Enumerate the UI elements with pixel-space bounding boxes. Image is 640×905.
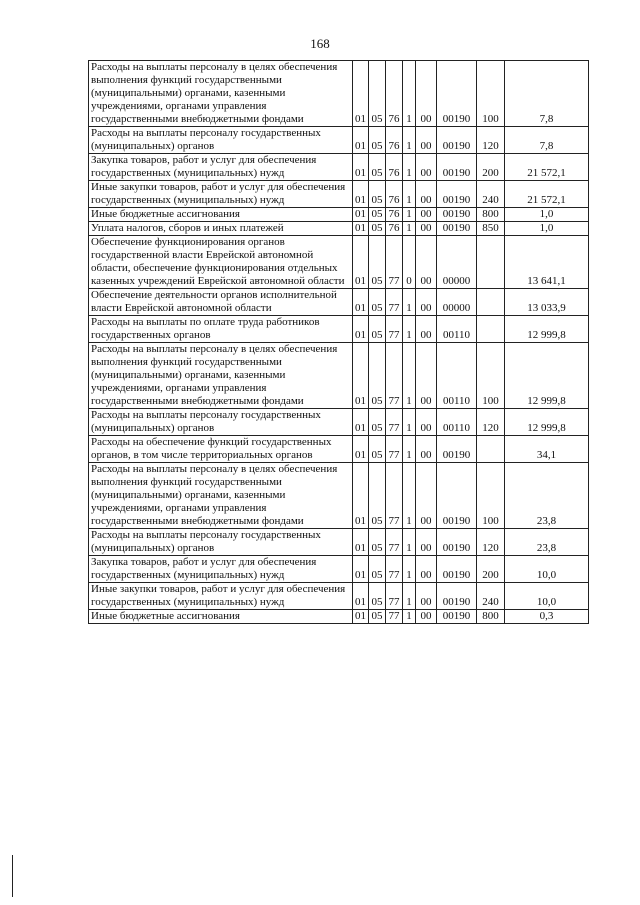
scan-edge-line bbox=[12, 855, 13, 897]
section-code: 01 bbox=[353, 61, 369, 127]
program-code: 77 bbox=[386, 236, 403, 289]
program-code: 76 bbox=[386, 61, 403, 127]
row-name: Закупка товаров, работ и услуг для обеспечения государственных (муниципальных) нужд bbox=[89, 556, 353, 583]
amount: 1,0 bbox=[505, 222, 589, 236]
subprogram-code: 1 bbox=[403, 556, 416, 583]
subsection-code: 05 bbox=[369, 154, 386, 181]
row-name: Обеспечение функционирования органов государственной власти Еврейской автономной области, обеспечение функционирования отдельных казенных учреждений Еврейской автономной области bbox=[89, 236, 353, 289]
section-code: 01 bbox=[353, 529, 369, 556]
row-name: Обеспечение деятельности органов исполнительной власти Еврейской автономной области bbox=[89, 289, 353, 316]
expense-type-code bbox=[477, 436, 505, 463]
direction-code: 00190 bbox=[437, 154, 477, 181]
amount: 7,8 bbox=[505, 61, 589, 127]
direction-code: 00190 bbox=[437, 583, 477, 610]
activity-code: 00 bbox=[416, 556, 437, 583]
program-code: 76 bbox=[386, 127, 403, 154]
activity-code: 00 bbox=[416, 236, 437, 289]
direction-code: 00190 bbox=[437, 127, 477, 154]
program-code: 77 bbox=[386, 289, 403, 316]
activity-code: 00 bbox=[416, 61, 437, 127]
section-code: 01 bbox=[353, 610, 369, 624]
program-code: 77 bbox=[386, 610, 403, 624]
direction-code: 00110 bbox=[437, 316, 477, 343]
subprogram-code: 1 bbox=[403, 583, 416, 610]
expense-type-code: 100 bbox=[477, 61, 505, 127]
row-name: Расходы на выплаты персоналу государственных (муниципальных) органов bbox=[89, 127, 353, 154]
expense-type-code: 120 bbox=[477, 409, 505, 436]
subprogram-code: 1 bbox=[403, 154, 416, 181]
table-row bbox=[89, 316, 589, 343]
subsection-code: 05 bbox=[369, 289, 386, 316]
table-row bbox=[89, 409, 589, 436]
subprogram-code: 1 bbox=[403, 222, 416, 236]
program-code: 77 bbox=[386, 529, 403, 556]
direction-code: 00190 bbox=[437, 436, 477, 463]
table-row bbox=[89, 61, 589, 127]
row-name: Расходы на обеспечение функций государственных органов, в том числе территориальных органов bbox=[89, 436, 353, 463]
program-code: 76 bbox=[386, 181, 403, 208]
direction-code: 00190 bbox=[437, 222, 477, 236]
section-code: 01 bbox=[353, 463, 369, 529]
subprogram-code: 1 bbox=[403, 436, 416, 463]
amount: 34,1 bbox=[505, 436, 589, 463]
row-name: Иные бюджетные ассигнования bbox=[89, 610, 353, 624]
direction-code: 00190 bbox=[437, 181, 477, 208]
direction-code: 00190 bbox=[437, 556, 477, 583]
subprogram-code: 1 bbox=[403, 208, 416, 222]
program-code: 77 bbox=[386, 556, 403, 583]
direction-code: 00110 bbox=[437, 343, 477, 409]
expense-type-code: 800 bbox=[477, 610, 505, 624]
expense-type-code: 100 bbox=[477, 463, 505, 529]
subprogram-code: 1 bbox=[403, 127, 416, 154]
direction-code: 00000 bbox=[437, 236, 477, 289]
activity-code: 00 bbox=[416, 154, 437, 181]
row-name: Уплата налогов, сборов и иных платежей bbox=[89, 222, 353, 236]
amount: 13 033,9 bbox=[505, 289, 589, 316]
amount: 21 572,1 bbox=[505, 181, 589, 208]
row-name: Расходы на выплаты персоналу государственных (муниципальных) органов bbox=[89, 529, 353, 556]
amount: 0,3 bbox=[505, 610, 589, 624]
activity-code: 00 bbox=[416, 208, 437, 222]
subprogram-code: 1 bbox=[403, 316, 416, 343]
amount: 7,8 bbox=[505, 127, 589, 154]
amount: 21 572,1 bbox=[505, 154, 589, 181]
program-code: 77 bbox=[386, 583, 403, 610]
section-code: 01 bbox=[353, 409, 369, 436]
row-name: Иные закупки товаров, работ и услуг для обеспечения государственных (муниципальных) нужд bbox=[89, 583, 353, 610]
activity-code: 00 bbox=[416, 436, 437, 463]
table-row bbox=[89, 154, 589, 181]
subsection-code: 05 bbox=[369, 556, 386, 583]
expense-type-code: 800 bbox=[477, 208, 505, 222]
row-name: Иные бюджетные ассигнования bbox=[89, 208, 353, 222]
section-code: 01 bbox=[353, 343, 369, 409]
subsection-code: 05 bbox=[369, 436, 386, 463]
activity-code: 00 bbox=[416, 583, 437, 610]
table-row bbox=[89, 222, 589, 236]
subprogram-code: 1 bbox=[403, 463, 416, 529]
amount: 10,0 bbox=[505, 583, 589, 610]
subprogram-code: 1 bbox=[403, 61, 416, 127]
amount: 23,8 bbox=[505, 529, 589, 556]
expense-type-code bbox=[477, 236, 505, 289]
expense-type-code bbox=[477, 316, 505, 343]
direction-code: 00190 bbox=[437, 529, 477, 556]
budget-table bbox=[88, 60, 589, 624]
section-code: 01 bbox=[353, 181, 369, 208]
subsection-code: 05 bbox=[369, 529, 386, 556]
page-number: 168 bbox=[310, 36, 330, 51]
row-name: Закупка товаров, работ и услуг для обеспечения государственных (муниципальных) нужд bbox=[89, 154, 353, 181]
section-code: 01 bbox=[353, 208, 369, 222]
program-code: 76 bbox=[386, 154, 403, 181]
activity-code: 00 bbox=[416, 409, 437, 436]
program-code: 77 bbox=[386, 463, 403, 529]
row-name: Расходы на выплаты персоналу в целях обеспечения выполнения функций государственными (муниципальными) органами, казенными учреждениями, органами управления государственными внебюджетными фондами bbox=[89, 463, 353, 529]
row-name: Расходы на выплаты по оплате труда работников государственных органов bbox=[89, 316, 353, 343]
expense-type-code: 240 bbox=[477, 583, 505, 610]
subsection-code: 05 bbox=[369, 181, 386, 208]
program-code: 77 bbox=[386, 436, 403, 463]
row-name: Иные закупки товаров, работ и услуг для обеспечения государственных (муниципальных) нужд bbox=[89, 181, 353, 208]
subsection-code: 05 bbox=[369, 316, 386, 343]
subsection-code: 05 bbox=[369, 583, 386, 610]
subsection-code: 05 bbox=[369, 222, 386, 236]
activity-code: 00 bbox=[416, 463, 437, 529]
direction-code: 00190 bbox=[437, 610, 477, 624]
expense-type-code: 120 bbox=[477, 529, 505, 556]
row-name: Расходы на выплаты персоналу в целях обеспечения выполнения функций государственными (муниципальными) органами, казенными учреждениями, органами управления государственными внебюджетными фондами bbox=[89, 61, 353, 127]
section-code: 01 bbox=[353, 289, 369, 316]
table-body bbox=[89, 61, 589, 624]
row-name: Расходы на выплаты персоналу государственных (муниципальных) органов bbox=[89, 409, 353, 436]
table-row bbox=[89, 289, 589, 316]
subprogram-code: 0 bbox=[403, 236, 416, 289]
section-code: 01 bbox=[353, 583, 369, 610]
expense-type-code: 200 bbox=[477, 556, 505, 583]
table-row bbox=[89, 343, 589, 409]
table-row bbox=[89, 236, 589, 289]
subsection-code: 05 bbox=[369, 409, 386, 436]
activity-code: 00 bbox=[416, 316, 437, 343]
direction-code: 00110 bbox=[437, 409, 477, 436]
section-code: 01 bbox=[353, 436, 369, 463]
table-row bbox=[89, 610, 589, 624]
amount: 10,0 bbox=[505, 556, 589, 583]
table-row bbox=[89, 583, 589, 610]
expense-type-code: 200 bbox=[477, 154, 505, 181]
table-row bbox=[89, 556, 589, 583]
subsection-code: 05 bbox=[369, 343, 386, 409]
table-row bbox=[89, 436, 589, 463]
subsection-code: 05 bbox=[369, 463, 386, 529]
activity-code: 00 bbox=[416, 289, 437, 316]
program-code: 76 bbox=[386, 222, 403, 236]
subsection-code: 05 bbox=[369, 127, 386, 154]
section-code: 01 bbox=[353, 236, 369, 289]
amount: 12 999,8 bbox=[505, 343, 589, 409]
expense-type-code: 240 bbox=[477, 181, 505, 208]
subprogram-code: 1 bbox=[403, 610, 416, 624]
expense-type-code bbox=[477, 289, 505, 316]
section-code: 01 bbox=[353, 222, 369, 236]
subsection-code: 05 bbox=[369, 236, 386, 289]
program-code: 77 bbox=[386, 316, 403, 343]
amount: 13 641,1 bbox=[505, 236, 589, 289]
activity-code: 00 bbox=[416, 127, 437, 154]
direction-code: 00190 bbox=[437, 61, 477, 127]
expense-type-code: 100 bbox=[477, 343, 505, 409]
amount: 12 999,8 bbox=[505, 316, 589, 343]
section-code: 01 bbox=[353, 316, 369, 343]
subprogram-code: 1 bbox=[403, 289, 416, 316]
table-row bbox=[89, 529, 589, 556]
expense-type-code: 850 bbox=[477, 222, 505, 236]
row-name: Расходы на выплаты персоналу в целях обеспечения выполнения функций государственными (муниципальными) органами, казенными учреждениями, органами управления государственными внебюджетными фондами bbox=[89, 343, 353, 409]
section-code: 01 bbox=[353, 127, 369, 154]
amount: 1,0 bbox=[505, 208, 589, 222]
program-code: 77 bbox=[386, 409, 403, 436]
subprogram-code: 1 bbox=[403, 181, 416, 208]
subprogram-code: 1 bbox=[403, 343, 416, 409]
table-row bbox=[89, 463, 589, 529]
subprogram-code: 1 bbox=[403, 409, 416, 436]
table-row bbox=[89, 208, 589, 222]
amount: 23,8 bbox=[505, 463, 589, 529]
direction-code: 00190 bbox=[437, 463, 477, 529]
subsection-code: 05 bbox=[369, 208, 386, 222]
program-code: 76 bbox=[386, 208, 403, 222]
section-code: 01 bbox=[353, 556, 369, 583]
section-code: 01 bbox=[353, 154, 369, 181]
amount: 12 999,8 bbox=[505, 409, 589, 436]
table-row bbox=[89, 181, 589, 208]
expense-type-code: 120 bbox=[477, 127, 505, 154]
activity-code: 00 bbox=[416, 222, 437, 236]
direction-code: 00000 bbox=[437, 289, 477, 316]
subsection-code: 05 bbox=[369, 61, 386, 127]
activity-code: 00 bbox=[416, 610, 437, 624]
activity-code: 00 bbox=[416, 343, 437, 409]
activity-code: 00 bbox=[416, 181, 437, 208]
table-row bbox=[89, 127, 589, 154]
activity-code: 00 bbox=[416, 529, 437, 556]
subsection-code: 05 bbox=[369, 610, 386, 624]
program-code: 77 bbox=[386, 343, 403, 409]
direction-code: 00190 bbox=[437, 208, 477, 222]
subprogram-code: 1 bbox=[403, 529, 416, 556]
